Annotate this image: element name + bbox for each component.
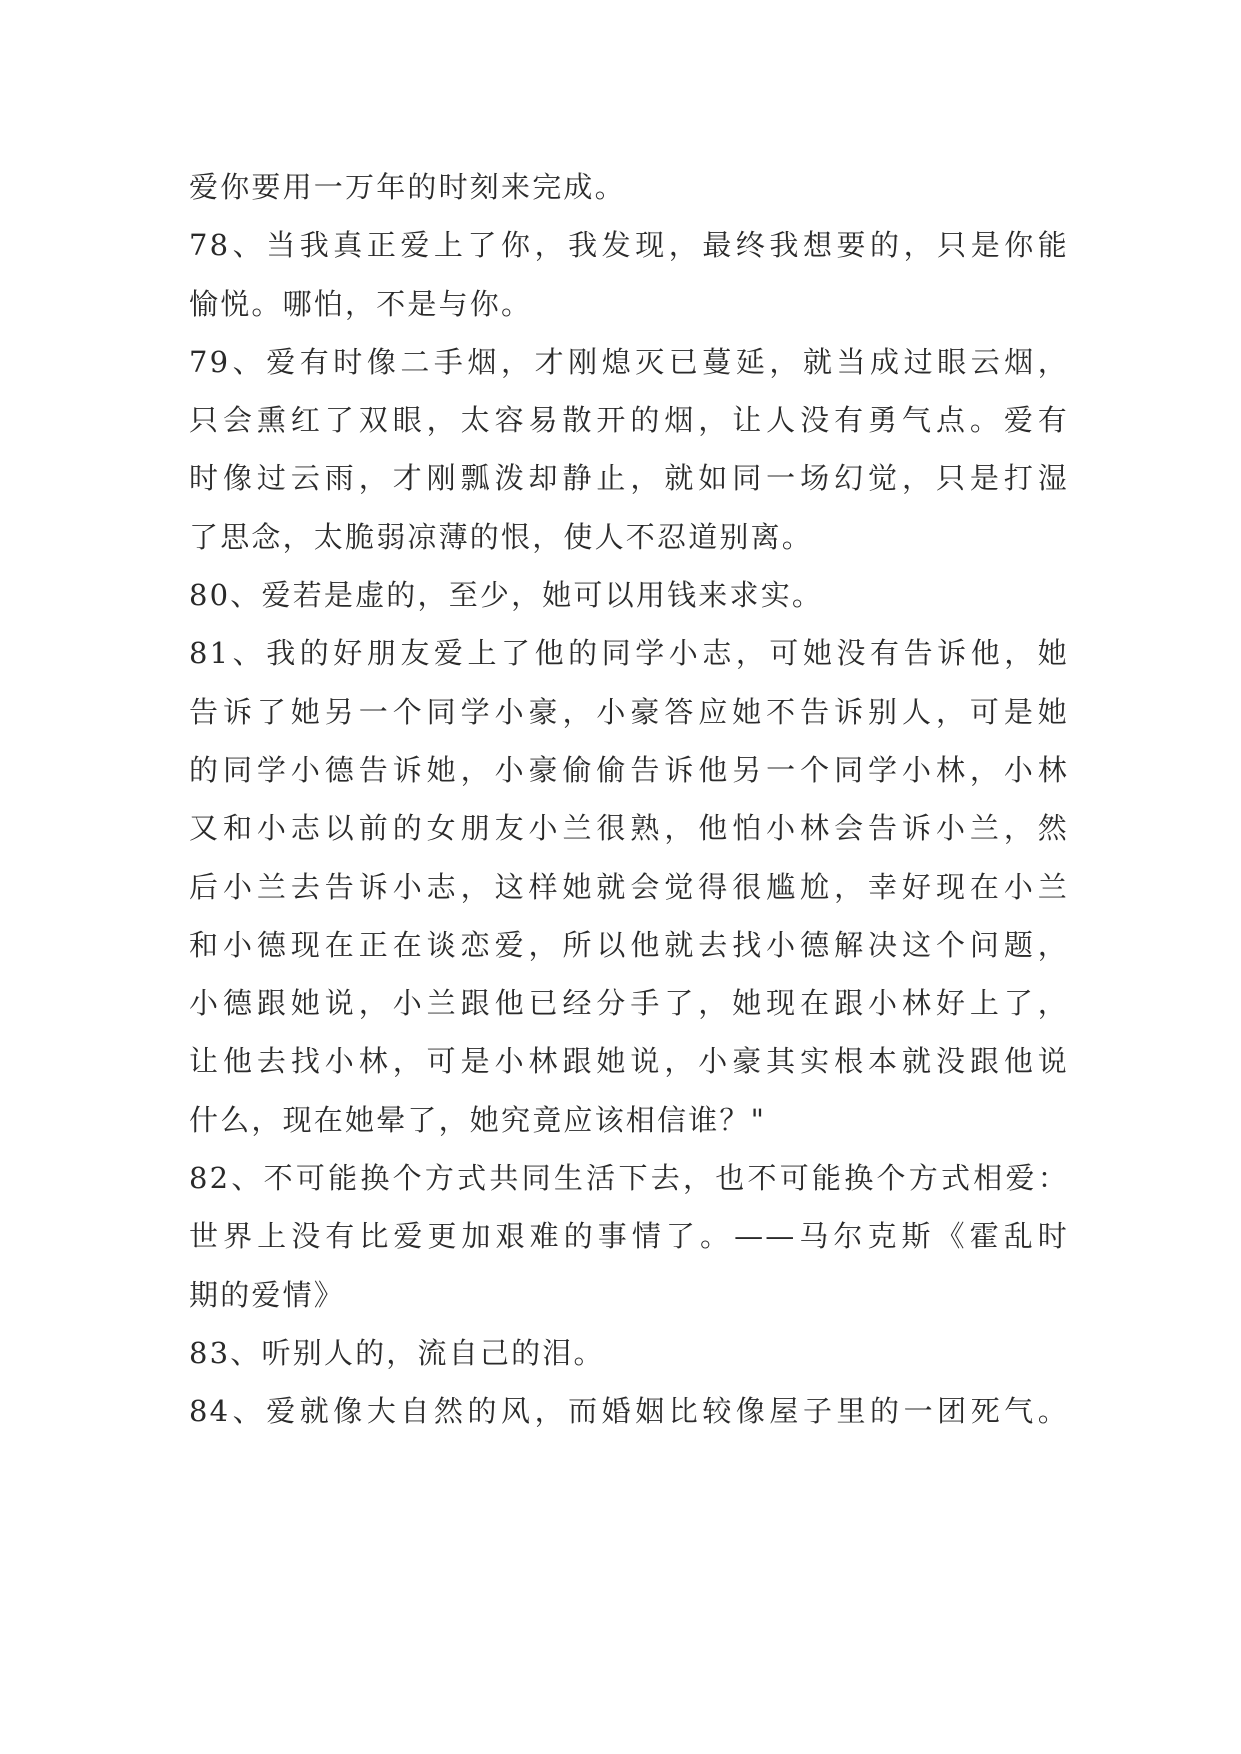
text-line: 78、当我真正爱上了你，我发现，最终我想要的，只是你能 (189, 228, 1069, 263)
text-line: 的同学小德告诉她，小豪偷偷告诉他另一个同学小林，小林 (189, 752, 1069, 787)
text-line: 80、爱若是虚的，至少，她可以用钱来求实。 (189, 578, 824, 613)
text-line: 愉悦。哪怕，不是与你。 (189, 286, 533, 321)
document-body (189, 158, 1069, 1441)
text-line: 世界上没有比爱更加艰难的事情了。——马尔克斯《霍乱时 (189, 1219, 1069, 1254)
text-line: 79、爱有时像二手烟，才刚熄灭已蔓延，就当成过眼云烟， (189, 344, 1069, 379)
text-line: 81、我的好朋友爱上了他的同学小志，可她没有告诉他，她 (189, 636, 1069, 671)
text-line: 只会熏红了双眼，太容易散开的烟，让人没有勇气点。爱有 (189, 403, 1069, 438)
text-line: 和小德现在正在谈恋爱，所以他就去找小德解决这个问题， (189, 927, 1069, 962)
text-line: 82、不可能换个方式共同生活下去，也不可能换个方式相爱： (189, 1161, 1069, 1196)
text-line: 什么，现在她晕了，她究竟应该相信谁？" (189, 1102, 767, 1137)
text-line: 后小兰去告诉小志，这样她就会觉得很尴尬，幸好现在小兰 (189, 869, 1069, 904)
text-line: 84、爱就像大自然的风，而婚姻比较像屋子里的一团死气。 (189, 1394, 1069, 1429)
text-line: 爱你要用一万年的时刻来完成。 (189, 170, 626, 204)
text-line: 又和小志以前的女朋友小兰很熟，他怕小林会告诉小兰，然 (189, 811, 1069, 846)
text-line: 83、听别人的，流自己的泪。 (189, 1335, 605, 1370)
text-line: 了思念，太脆弱凉薄的恨，使人不忍道别离。 (189, 519, 814, 554)
text-line: 时像过云雨，才刚瓢泼却静止，就如同一场幻觉，只是打湿 (189, 461, 1069, 496)
text-line: 告诉了她另一个同学小豪，小豪答应她不告诉别人，可是她 (189, 694, 1069, 729)
text-line: 期的爱情》 (189, 1277, 346, 1312)
text-line: 让他去找小林，可是小林跟她说，小豪其实根本就没跟他说 (189, 1044, 1069, 1079)
text-line: 小德跟她说，小兰跟他已经分手了，她现在跟小林好上了， (189, 986, 1069, 1021)
